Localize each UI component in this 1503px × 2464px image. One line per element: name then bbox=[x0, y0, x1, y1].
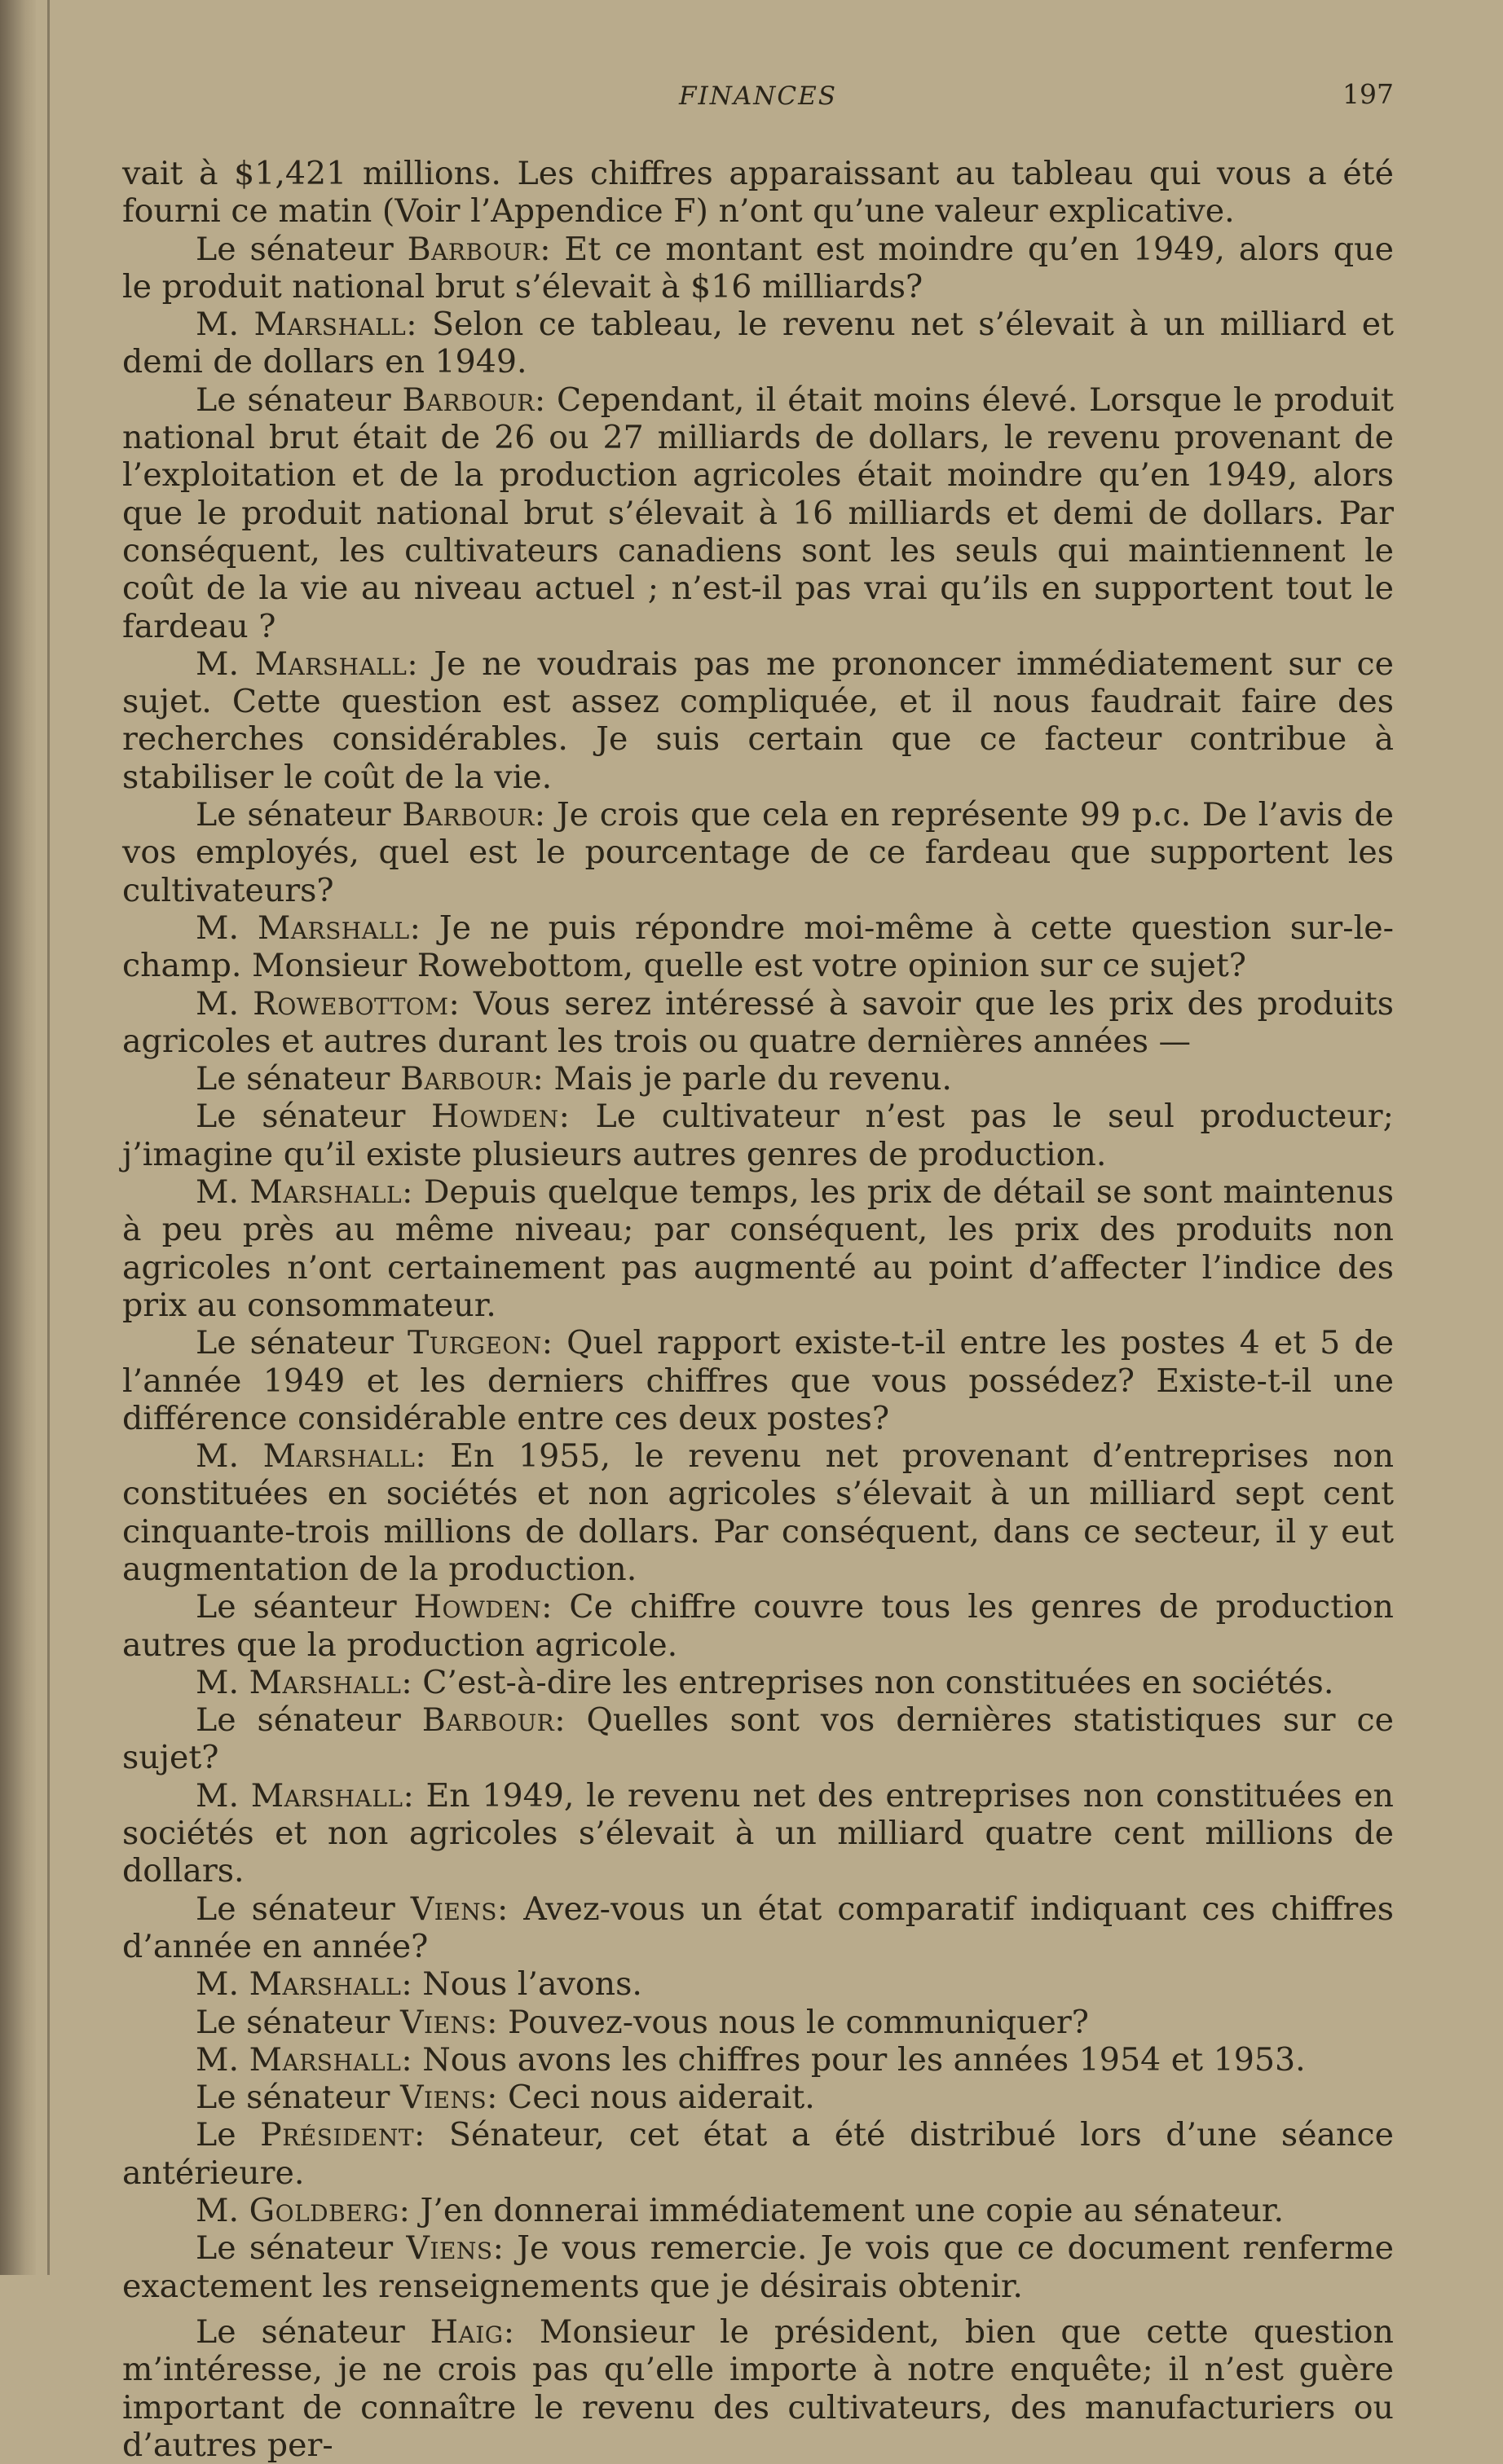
speaker-name: Rowebottom bbox=[253, 984, 449, 1023]
paragraph-11 bbox=[122, 1324, 1394, 1437]
speaker-name: Marshall bbox=[249, 1173, 403, 1212]
paragraph-15 bbox=[122, 1701, 1394, 1777]
paragraph-20 bbox=[122, 2041, 1394, 2079]
speaker-name: Howden bbox=[431, 1098, 559, 1136]
speaker-name: Président bbox=[260, 2116, 415, 2154]
page-number: 197 bbox=[1342, 78, 1394, 110]
paragraph-text: : En 1949, le revenu net des entreprises non constituées en sociétés et non agricoles s’élevait à un milliard quatre cent millions de dollars. bbox=[122, 1776, 1394, 1890]
paragraph-prefix: Le sénateur bbox=[196, 2079, 400, 2117]
speaker-name: Marshall bbox=[249, 2040, 402, 2079]
paragraph-text: : Le cultivateur n’est pas le seul producteur; j’imagine qu’il existe plusieurs autres genres de production. bbox=[122, 1098, 1394, 1173]
paragraph-9 bbox=[122, 1098, 1394, 1173]
paragraph-prefix: Le sénateur bbox=[196, 1060, 400, 1098]
paragraph-prefix: M. bbox=[196, 1437, 263, 1476]
paragraph-text: : Monsieur le président, bien que cette question m’intéresse, je ne crois pas qu’elle importe à notre enquête; il n’est guère important de connaître le revenu des cultivateurs, des manufacturiers ou d’autres per- bbox=[122, 2312, 1394, 2464]
paragraph-text: : Quelles sont vos dernières statistiques sur ce sujet? bbox=[122, 1701, 1394, 1777]
paragraph-prefix: M. bbox=[196, 1965, 249, 2004]
paragraph-text: : Mais je parle du revenu. bbox=[532, 1060, 952, 1098]
paragraph-text: : Je vous remercie. Je vois que ce document renferme exactement les renseignements que je désirais obtenir. bbox=[122, 2229, 1394, 2305]
speaker-name: Barbour bbox=[421, 1701, 555, 1740]
paragraph-14 bbox=[122, 1664, 1394, 1701]
speaker-name: Barbour bbox=[407, 230, 540, 268]
paragraph-17 bbox=[122, 1890, 1394, 1966]
paragraph-text: : Pouvez-vous nous le communiquer? bbox=[487, 2003, 1089, 2041]
paragraph-text: : Je ne voudrais pas me prononcer immédiatement sur ce sujet. Cette question est assez compliquée, et il nous faudrait faire des recherches considérables. Je suis certain que ce facteur contribue à stabiliser le coût de la vie. bbox=[122, 645, 1395, 796]
paragraph-text: : Je crois que cela en représente 99 p.c. De l’avis de vos employés, quel est le pourcentage de ce fardeau que supportent les cultivateurs? bbox=[122, 796, 1394, 909]
paragraph-10 bbox=[122, 1173, 1394, 1324]
page-binding-shadow bbox=[0, 0, 36, 2275]
paragraph-prefix: M. bbox=[196, 1173, 250, 1212]
paragraph-13 bbox=[122, 1588, 1394, 1664]
speaker-name: Viens bbox=[399, 2003, 487, 2041]
speaker-name: Haig bbox=[430, 2312, 504, 2351]
paragraph-text: : Avez-vous un état comparatif indiquant ces chiffres d’année en année? bbox=[122, 1890, 1394, 1965]
paragraph-prefix: Le sénateur bbox=[196, 1890, 411, 1928]
speaker-name: Barbour bbox=[402, 381, 535, 419]
paragraph-prefix: M. bbox=[196, 984, 253, 1023]
paragraph-prefix: M. bbox=[196, 2040, 249, 2079]
paragraph-text: : Sénateur, cet état a été distribué lors d’une séance antérieure. bbox=[122, 2116, 1394, 2192]
paragraph-5 bbox=[122, 796, 1394, 909]
paragraph-prefix: M. bbox=[196, 306, 254, 344]
binding-line bbox=[47, 0, 50, 2275]
paragraph-text: : Ce chiffre couvre tous les genres de production autres que la production agricole. bbox=[122, 1588, 1394, 1664]
paragraph-prefix: Le séanteur bbox=[196, 1588, 414, 1626]
paragraph-text: : J’en donnerai immédiatement une copie au sénateur. bbox=[399, 2192, 1285, 2230]
paragraph-23 bbox=[122, 2192, 1394, 2229]
speaker-name: Marshall bbox=[254, 645, 408, 683]
speaker-name: Barbour bbox=[402, 796, 535, 834]
paragraph-text: : Cependant, il était moins élevé. Lorsque le produit national brut était de 26 ou 27 milliards de dollars, le revenu provenant de l’exploitation et de la production agricoles était moindre qu’en 1949, alors que le produit national brut s’élevait à 16 milliards et demi de dollars. Par conséquent, les cultivateurs canadiens sont les seuls qui maintiennent le coût de la vie au niveau actuel ; n’est-il pas vrai qu’ils en supportent tout le fardeau ? bbox=[122, 381, 1394, 645]
speaker-name: Marshall bbox=[253, 306, 407, 344]
paragraph-text: : Je ne puis répondre moi-même à cette question sur-le-champ. Monsieur Rowebottom, quelle est votre opinion sur ce sujet? bbox=[122, 909, 1395, 985]
paragraph-prefix: M. bbox=[196, 909, 258, 947]
paragraph-text: : Selon ce tableau, le revenu net s’élevait à un milliard et demi de dollars en 1949. bbox=[122, 306, 1394, 381]
paragraph-25 bbox=[122, 2313, 1394, 2464]
speaker-name: Barbour bbox=[399, 1060, 533, 1098]
paragraph-prefix: Le sénateur bbox=[196, 230, 408, 268]
paragraph-prefix: M. bbox=[196, 645, 255, 683]
paragraph-6 bbox=[122, 909, 1394, 985]
paragraph-3 bbox=[122, 381, 1394, 645]
paragraph-prefix: Le sénateur bbox=[196, 2312, 430, 2351]
paragraph-prefix: Le sénateur bbox=[196, 381, 403, 419]
speaker-name: Viens bbox=[399, 2079, 487, 2117]
page-header bbox=[122, 78, 1394, 122]
paragraph-1 bbox=[122, 231, 1394, 306]
paragraph-24 bbox=[122, 2229, 1394, 2305]
speaker-name: Marshall bbox=[262, 1437, 416, 1476]
paragraph-prefix: M. bbox=[196, 1663, 249, 1701]
paragraph-prefix: Le sénateur bbox=[196, 1324, 408, 1362]
paragraph-text: : Et ce montant est moindre qu’en 1949, alors que le produit national brut s’élevait à $16 milliards? bbox=[122, 230, 1394, 306]
paragraph-text: : Nous avons les chiffres pour les années 1954 et 1953. bbox=[401, 2040, 1306, 2079]
paragraph-7 bbox=[122, 985, 1394, 1061]
speaker-name: Howden bbox=[413, 1588, 542, 1626]
paragraph-text: vait à $1,421 millions. Les chiffres apparaissant au tableau qui vous a été fourni ce matin (Voir l’Appendice F) n’ont qu’une valeur explicative. bbox=[122, 155, 1394, 231]
paragraph-0 bbox=[122, 155, 1394, 231]
running-title: FINANCES bbox=[679, 81, 837, 111]
paragraph-4 bbox=[122, 645, 1394, 796]
paragraph-prefix: Le sénateur bbox=[196, 2003, 400, 2041]
paragraph-21 bbox=[122, 2079, 1394, 2116]
paragraph-text: : En 1955, le revenu net provenant d’entreprises non constituées en sociétés et non agricoles s’élevait à un milliard sept cent cinquante-trois millions de dollars. Par conséquent, dans ce secteur, il y eut augmentation de la production. bbox=[122, 1437, 1395, 1588]
paragraph-text: : Vous serez intéressé à savoir que les prix des produits agricoles et autres durant les trois ou quatre dernières années — bbox=[122, 984, 1394, 1060]
paragraph-prefix: Le sénateur bbox=[196, 1098, 432, 1136]
paragraph-text: : Nous l’avons. bbox=[401, 1965, 642, 2004]
paragraph-prefix: M. bbox=[196, 1776, 251, 1815]
paragraph-18 bbox=[122, 1965, 1394, 2003]
speaker-name: Viens bbox=[406, 2229, 493, 2268]
paragraph-prefix: Le sénateur bbox=[196, 2229, 407, 2268]
paragraph-text: : C’est-à-dire les entreprises non constituées en sociétés. bbox=[401, 1663, 1334, 1701]
paragraph-text: : Ceci nous aiderait. bbox=[487, 2079, 815, 2117]
paragraph-12 bbox=[122, 1437, 1394, 1588]
paragraph-prefix: Le sénateur bbox=[196, 1701, 422, 1740]
speaker-name: Marshall bbox=[249, 1965, 402, 2004]
paragraph-text: : Depuis quelque temps, les prix de détail se sont maintenus à peu près au même niveau; par conséquent, les prix des produits non agricoles n’ont certainement pas augmenté au point d’affecter l’indice des prix au consommateur. bbox=[122, 1173, 1394, 1324]
paragraph-19 bbox=[122, 2004, 1394, 2041]
paragraph-2 bbox=[122, 306, 1394, 381]
paragraph-8 bbox=[122, 1060, 1394, 1098]
paragraph-22 bbox=[122, 2116, 1394, 2192]
paragraph-16 bbox=[122, 1777, 1394, 1890]
speaker-name: Turgeon bbox=[407, 1324, 542, 1362]
page-body bbox=[122, 155, 1394, 2464]
paragraph-prefix: M. bbox=[196, 2192, 249, 2230]
speaker-name: Marshall bbox=[249, 1663, 402, 1701]
paragraph-prefix: Le bbox=[196, 2116, 261, 2154]
speaker-name: Marshall bbox=[250, 1776, 403, 1815]
speaker-name: Marshall bbox=[257, 909, 410, 947]
paragraph-prefix: Le sénateur bbox=[196, 796, 403, 834]
speaker-name: Goldberg bbox=[249, 2192, 399, 2230]
paragraph-text: : Quel rapport existe-t-il entre les postes 4 et 5 de l’année 1949 et les derniers chiffres que vous possédez? Existe-t-il une différence considérable entre ces deux postes? bbox=[122, 1324, 1394, 1437]
speaker-name: Viens bbox=[410, 1890, 497, 1928]
